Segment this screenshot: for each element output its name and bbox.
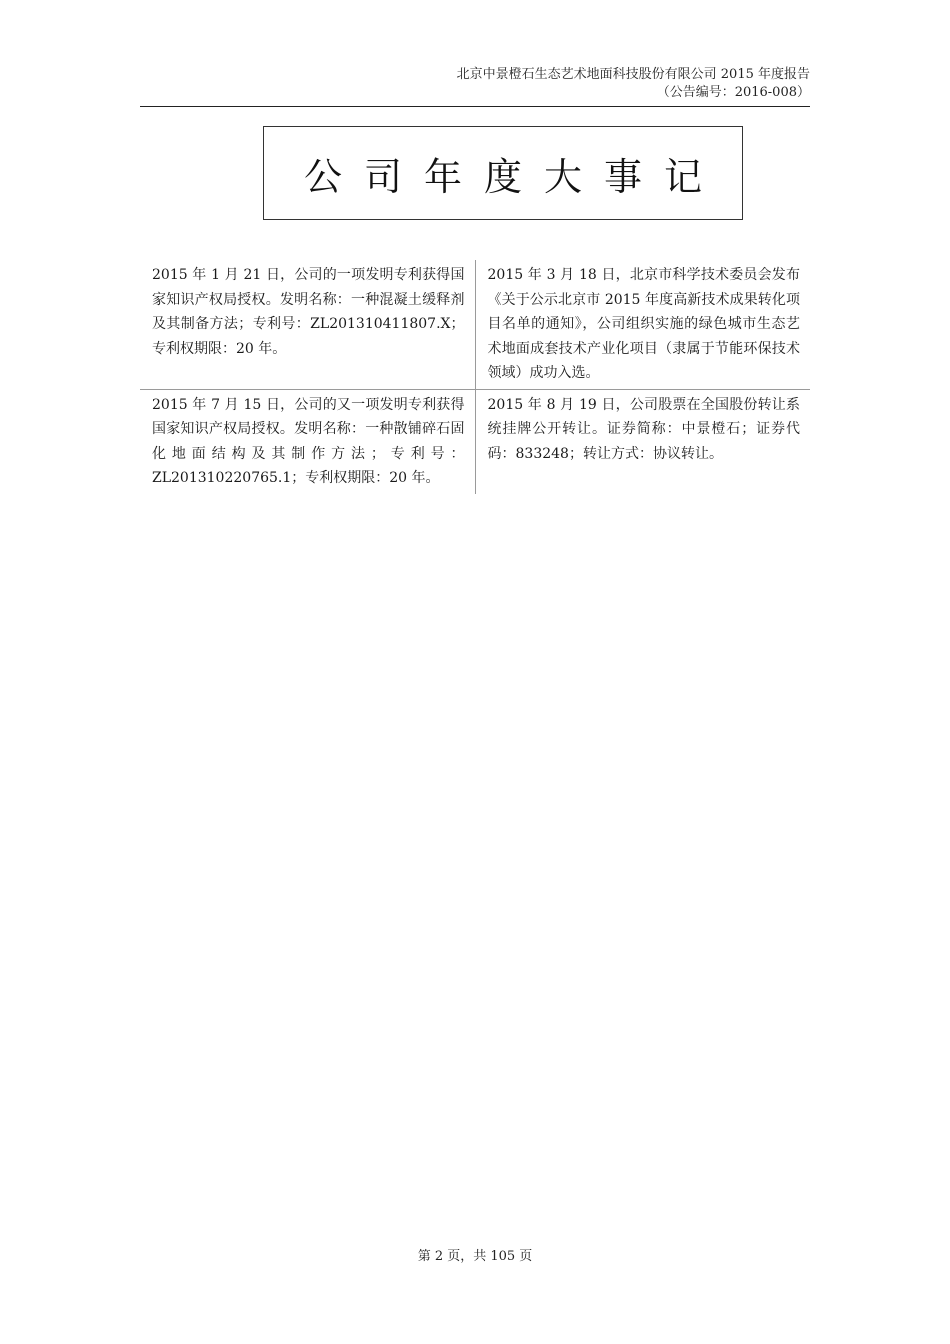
event-cell: 2015 年 3 月 18 日，北京市科学技术委员会发布《关于公示北京市 2015 年度高新技术成果转化项目名单的通知》，公司组织实施的绿色城市生态艺术地面成套技术产业化项目（隶属于节能环保技术领域）成功入选。 bbox=[475, 260, 810, 389]
event-cell: 2015 年 1 月 21 日，公司的一项发明专利获得国家知识产权局授权。发明名称：一种混凝土缓释剂及其制备方法；专利号：ZL201310411807.X；专利权期限：20 年。 bbox=[152, 267, 465, 357]
event-cell: 2015 年 7 月 15 日，公司的又一项发明专利获得国家知识产权局授权。发明名称：一种散铺碎石固化地面结构及其制作方法；专利号：ZL201310220765.1；专利权期限：20 年。 bbox=[140, 389, 475, 494]
header-company-line: 北京中景橙石生态艺术地面科技股份有限公司 2015 年度报告 bbox=[456, 67, 810, 82]
events-row bbox=[140, 260, 810, 389]
section-title: 公司年度大事记 bbox=[303, 154, 724, 199]
events-row bbox=[140, 389, 810, 494]
report-header bbox=[457, 66, 810, 102]
event-cell: 2015 年 8 月 19 日，公司股票在全国股份转让系统挂牌公开转让。证券简称：中景橙石；证券代码：833248；转让方式：协议转让。 bbox=[475, 389, 810, 494]
page-number: 第 2 页，共 105 页 bbox=[417, 1249, 533, 1264]
header-notice-number: （公告编号：2016-008） bbox=[656, 85, 810, 100]
events-table bbox=[140, 260, 810, 494]
header-divider bbox=[140, 106, 810, 107]
section-title-box bbox=[263, 126, 743, 220]
